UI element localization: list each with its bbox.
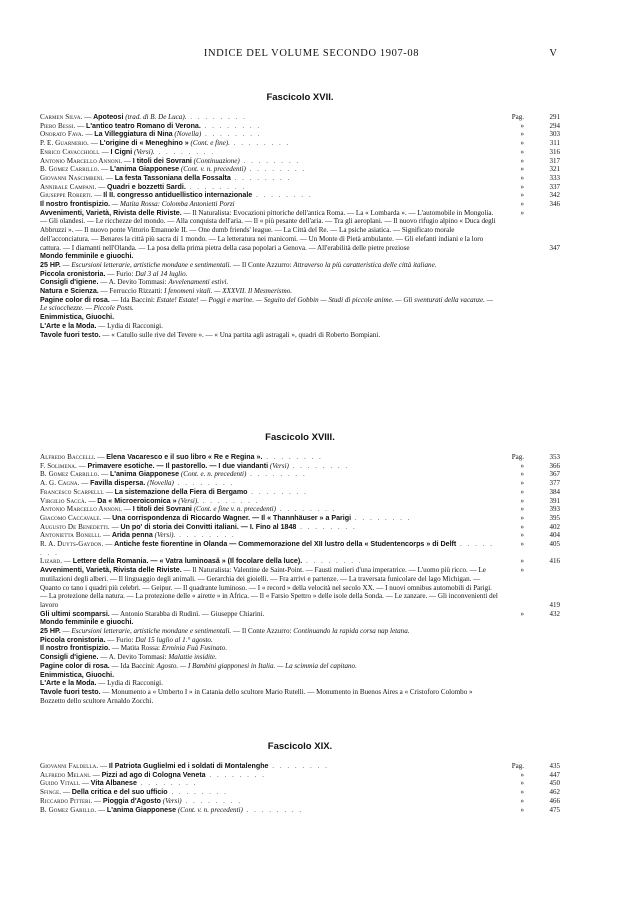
page-label: » — [520, 557, 524, 566]
toc-entry: Alfredo Melani. — Pizzi ad ago di Cologna Veneta . . . . . . . . » 447 — [40, 770, 560, 779]
entry-title: Quadri e bozzetti Sardi. — [106, 182, 186, 191]
block-description: Avvelenamenti estivi. — [168, 278, 229, 287]
entry-note: (Versi) — [269, 461, 289, 470]
section-fascicolo-xix — [40, 741, 560, 814]
toc-entry: Virgilio Saccà. — Da « Microeroicomica » (Versi). . . . . . . . . » 391 — [40, 496, 560, 505]
entry-title: L'antico teatro Romano di Verona. — [86, 121, 201, 130]
block-description: Escursioni letterarie, artistiche mondane e sentimentali. — [71, 260, 232, 269]
page-label: Pag. — [511, 453, 524, 461]
page-number: 377 — [549, 479, 560, 488]
dot-leader: . . . . . . . . — [252, 191, 313, 200]
entry-title: Della critica e del suo ufficio — [71, 788, 168, 797]
dot-leader: . . . . . . . . — [136, 779, 198, 788]
entry-note: (Cont. e. n. precedenti) — [180, 470, 247, 479]
entry-title: Apoteosi — [93, 113, 124, 121]
dot-leader: . . . . . . . . — [229, 139, 291, 148]
entry-title: Lettere della Romania. — « Vatra luminoasă » (Il focolare della luce). — [72, 557, 303, 566]
dot-leader: . . . . . . . . — [246, 470, 307, 479]
block-text: — Furio: — [105, 635, 136, 644]
entry-author: B. Gomez Carrillo. — [40, 470, 100, 479]
entry-title: L'anima Giapponese — [109, 470, 180, 479]
entry-note: (Versi). — [178, 496, 199, 505]
block-label: L'Arte e la Moda. — [40, 321, 97, 330]
dot-leader: . . . . . . . . — [185, 182, 247, 191]
page-number: 342 — [549, 191, 560, 200]
entry-author: Francesco Scarpelli. — [40, 487, 104, 496]
toc-block — [40, 566, 560, 610]
entry-note: (Cont. v. n. precedenti) — [180, 165, 246, 174]
page-label: » — [520, 540, 524, 549]
entry-author: P. E. Guarnerio. — [40, 139, 89, 148]
toc-block — [40, 270, 560, 279]
page-label: » — [520, 200, 524, 209]
block-description-2: Attraverso la più caratteristica delle città italiane. — [293, 260, 437, 269]
block-description: Agosto. — I Bambini giapponesi in Italia. — La scimmia del capitano. — [156, 661, 357, 670]
toc-block — [40, 278, 560, 287]
running-head — [0, 48, 623, 62]
toc-block — [40, 313, 560, 322]
page-label: » — [520, 522, 524, 531]
block-text-2: — Il Conte Azzurro: — [231, 260, 294, 269]
dot-leader: . . . . . . . . — [154, 147, 216, 156]
section-title: Fascicolo XIX. — [267, 741, 333, 752]
toc-entry: Francesco Scarpelli. — La sistemazione della Fiera di Bergamo . . . . . . . . » 384 — [40, 487, 560, 496]
entry-title: L'origine di « Meneghino » — [99, 139, 189, 148]
dot-leader: . . . . . . . . — [268, 762, 329, 770]
toc-entry: B. Gomez Carrillo. — L'anima Giapponese (Cont. v. n. precedenti) . . . . . . . . » 321 — [40, 165, 560, 174]
toc-entry: Alfredo Baccelli. — Elena Vacaresco e il suo libro « Re e Regina ». . . . . . . . . Pag. 353 — [40, 453, 560, 461]
entry-note: (Cont. e fine v. n. precedenti) — [193, 505, 277, 514]
dot-leader: . . . . . . . . — [296, 522, 357, 531]
block-label: 25 HP. — [40, 260, 61, 269]
toc-entry: B. Gomez Garillo. — L'anima Giapponese (Cont. v. n. precedenti) . . . . . . . . » 475 — [40, 805, 560, 814]
toc-entry: Lizard. — Lettere della Romania. — « Vatra luminoasă » (Il focolare della luce). . . . . . . . . » 416 — [40, 557, 560, 566]
entry-title: La Villeggiatura di Nina — [94, 130, 173, 139]
block-text: — Lydia di Racconigi. — [96, 679, 163, 688]
block-label: Mondo femminile e giuochi. — [40, 252, 134, 261]
toc-block — [40, 636, 560, 645]
block-text: — Matita Rossa: — [110, 644, 162, 653]
page-number: 367 — [549, 470, 560, 479]
page-label: » — [520, 609, 524, 618]
dot-leader: . . . . . . . . — [167, 788, 228, 797]
dot-leader: . . . . . . . . — [245, 165, 307, 174]
toc-entry: Piero Bessi. — L'antico teatro Romano di Verona. . . . . . . . . » 294 — [40, 121, 560, 130]
toc-block — [40, 287, 560, 296]
entry-author: A. G. Cagna. — [40, 479, 80, 488]
dot-leader: . . . . . . . . — [288, 461, 350, 470]
page-label: » — [520, 470, 524, 479]
toc-block — [40, 200, 560, 209]
entry-title: Vita Albanese — [90, 779, 137, 788]
page-label: » — [520, 479, 524, 488]
block-label: Tavole fuori testo. — [40, 687, 101, 696]
toc-block — [40, 679, 560, 688]
dot-leader: . . . . . . . . — [302, 557, 363, 566]
block-text: — A. Devito Tommasi: — [98, 653, 169, 662]
entry-author: Alfredo Melani. — [40, 770, 91, 779]
toc-entry: Giovanni Nascimbeni. — La festa Tassoniana della Fossalta . . . . . . . . » 333 — [40, 173, 560, 182]
entry-author: Lizard. — [40, 557, 63, 566]
block-label: Gli ultimi scomparsi. — [40, 609, 110, 618]
toc-block — [40, 644, 560, 653]
page-number: 416 — [549, 557, 560, 566]
block-label: Mondo femminile e giuochi. — [40, 618, 134, 627]
entry-author: B. Gomez Carrillo. — [40, 165, 100, 174]
page-number: 333 — [549, 173, 560, 182]
page-number: 347 — [549, 243, 560, 252]
toc-entry: Antonietta Bonelli. — Arida penna (Versi). . . . . . . . . » 404 — [40, 531, 560, 540]
block-text: — Lydia di Racconigi. — [96, 321, 163, 330]
block-label: Consigli d'igiene. — [40, 278, 99, 287]
page-label: » — [520, 796, 524, 805]
section-title: Fascicolo XVII. — [266, 92, 334, 103]
page-label: » — [520, 139, 524, 148]
entry-title: La sistemazione della Fiera di Bergamo — [114, 487, 248, 496]
entry-note: (Continuazione) — [193, 156, 240, 165]
section-title: Fascicolo XVIII. — [265, 432, 335, 443]
toc-entry: Riccardo Pitteri. — Pioggia d'Agosto (Versi) . . . . . . . . » 466 — [40, 796, 560, 805]
entry-title: Elena Vacaresco e il suo libro « Re e Regina ». — [106, 453, 263, 461]
page-label: » — [520, 770, 524, 779]
block-description: Dal 15 luglio al 1.° agosto. — [135, 635, 213, 644]
dot-leader: . . . . . . . . — [262, 453, 323, 461]
entry-author: Guido Vitali. — [40, 779, 81, 788]
toc-block — [40, 261, 560, 270]
dot-leader: . . . . . . . . — [198, 496, 260, 505]
entry-note: (Versi). — [154, 531, 176, 540]
block-label: 25 HP. — [40, 627, 61, 636]
toc-entry: Giovanni Faldella. — Il Patriota Guglielmi ed i soldati di Montalenghe . . . . . . . . Pag. 435 — [40, 762, 560, 770]
dot-leader: . . . . . . . . — [173, 479, 235, 488]
entry-note: (Versi) — [162, 796, 182, 805]
page-number: 466 — [549, 796, 560, 805]
dot-leader: . . . . . . . . — [205, 770, 266, 779]
page-number: 353 — [549, 453, 560, 461]
section-fascicolo-xviii — [40, 432, 560, 705]
block-description: Estate! Estate! — Poggi e marine. — Seguito del Gobbin — Studi di piccole anime. — Gli sventurati della vacanze. — Le sciocchezze. — Piccole Posts. — [40, 295, 493, 313]
block-text: — Ida Baccini: — [109, 661, 157, 670]
toc-entry: Giuseppe Roberti. — Il II. congresso antiduellistico internazionale . . . . . . . . » 342 — [40, 191, 560, 200]
entry-author: Antonietta Bonelli. — [40, 531, 102, 540]
block-label: Pagine color di rosa. — [40, 295, 110, 304]
page-label: » — [520, 173, 524, 182]
page-label: » — [520, 147, 524, 156]
dot-leader: . . . . . . . . — [230, 173, 292, 182]
entry-title: Arida penna — [111, 531, 153, 540]
page-number: 450 — [549, 779, 560, 788]
toc-block — [40, 331, 560, 340]
entry-title: L'anima Giapponese — [109, 165, 180, 174]
toc-block — [40, 688, 560, 705]
block-description: Escursioni letterarie, artistiche mondane e sentimentali. — [71, 627, 232, 636]
toc-entry: Annibale Campani. — Quadri e bozzetti Sardi. . . . . . . . . » 337 — [40, 182, 560, 191]
entry-note: (Novella) — [174, 130, 202, 139]
toc-block — [40, 610, 560, 619]
page-number: 475 — [549, 805, 560, 814]
page-number: 337 — [549, 182, 560, 191]
page-label: Pag. — [511, 113, 524, 121]
page-number: 395 — [549, 513, 560, 522]
page-label: » — [520, 121, 524, 130]
page-number: 402 — [549, 522, 560, 531]
toc-block — [40, 671, 560, 680]
page-label: » — [520, 566, 524, 575]
toc-entry: F. Solimena. — Primavere esotiche. — Il pastorello. — I due viandanti (Versi) . . . . . . . . » 366 — [40, 461, 560, 470]
page-number: 462 — [549, 788, 560, 797]
entry-author: Annibale Campani. — [40, 182, 97, 191]
dot-leader: . . . . . . . . — [239, 156, 301, 165]
entry-author: Giuseppe Roberti. — [40, 191, 93, 200]
page-number: 419 — [549, 600, 560, 609]
toc-entry: Antonio Marcello Annoni. — I titoli dei Sovrani (Continuazione) . . . . . . . . » 317 — [40, 156, 560, 165]
page-label: » — [520, 208, 524, 217]
page-number: 316 — [549, 147, 560, 156]
block-text: — — [60, 260, 72, 269]
running-head-title: INDICE DEL VOLUME SECONDO 1907-08 — [203, 48, 420, 59]
toc-block — [40, 209, 560, 253]
block-label: Il nostro frontispizio. — [40, 200, 111, 209]
block-label: Avvenimenti, Varietà, Rivista delle Riviste. — [40, 566, 182, 575]
toc-block — [40, 653, 560, 662]
toc-entry: Carmen Silva. — Apoteosi (trad. di B. De Luca). . . . . . . . . Pag. 291 — [40, 113, 560, 121]
entry-title: Da « Microeroicomica » — [97, 496, 177, 505]
block-description: Malattie insidite. — [168, 653, 217, 662]
block-label: Pagine color di rosa. — [40, 661, 110, 670]
entry-title: Primavere esotiche. — Il pastorello. — I due viandanti — [87, 461, 269, 470]
page-label: » — [520, 788, 524, 797]
toc-entry: Augusto De Benedetti. — Un po' di storia dei Convitti italiani. — I. Fino al 1848 . . . . . . . . » 402 — [40, 522, 560, 531]
dot-leader: . . . . . . . . — [181, 796, 243, 805]
entry-title: I titoli dei Sovrani — [132, 156, 192, 165]
page-number: 391 — [549, 496, 560, 505]
entry-author: Enrico Cavacchioli. — [40, 147, 100, 156]
entry-author: Riccardo Pitteri. — [40, 796, 93, 805]
entry-title: Favilla dispersa. — [90, 479, 146, 488]
block-label: Natura e Scienza. — [40, 287, 99, 296]
block-text: — Il Naturalista: Evocazioni pittoriche dell'antica Roma. — La « Lombarda ». — L'automobile in Mongolia. — Gli olandesi. — Le ricchezze del mondo. — Alla conquista dell'aria. — Il « più pesante dell'aria. — Tra gli aeroplani. — Il nuovo rifugio alpino « Duca degli Abbruzzi ». — Il nuovo ponte Vittorio Emanuele II. — One dumb friends' league. — La Città del Re. — La psiche asiatica. — Significato morale dell'acconciatura. — Benares la città più sacra di 1 mondo. — La letteratura nei manicomi. — Un Monte di Pietà ambulante. — Gli elefanti indiani e la loro cattura. — I diamanti nell'Olanda. — La posa della prima pietra della casa popolari a Genova. — All'erabilità delle pietre preziose — [40, 208, 496, 252]
dot-leader: . . . . . . . . — [200, 121, 262, 130]
page-number: 366 — [549, 461, 560, 470]
page-label: » — [520, 156, 524, 165]
block-text: — Ferruccio Rizzatti: — [98, 287, 165, 296]
entry-title: Pioggia d'Agosto — [102, 796, 161, 805]
toc-entry: R. A. Duyts-Gaydon. — Antiche feste fiorentine in Olanda — Commemorazione del XII lustro della « Studentencorps » di Delft . . . . . . . . » 405 — [40, 540, 560, 557]
page-label: » — [520, 191, 524, 200]
toc-entry: Antonio Marcello Annoni. — I titoli dei Sovrani (Cont. e fine v. n. precedenti) . . . . . . . . » 393 — [40, 505, 560, 514]
entry-title: I Cigni — [110, 147, 133, 156]
block-text-2: — Il Conte Azzurro: — [231, 627, 294, 636]
entry-author: Piero Bessi. — [40, 121, 76, 130]
page-number: 393 — [549, 505, 560, 514]
page-number: 321 — [549, 165, 560, 174]
entry-title: Un po' di storia dei Convitti italiani. — I. Fino al 1848 — [120, 522, 297, 531]
block-description: — Matita Rossa: Colomba Antonietti Porzi — [110, 200, 235, 209]
entry-title: Una corrispondenza di Riccardo Wagner. — Il « Thannhäuser » a Parigi — [112, 513, 352, 522]
block-label: Enimmistica, Giuochi. — [40, 670, 115, 679]
entry-title: Il Patriota Guglielmi ed i soldati di Montalenghe — [108, 762, 269, 770]
page-number: 384 — [549, 487, 560, 496]
page-number: 405 — [549, 540, 560, 549]
page-label: » — [520, 461, 524, 470]
toc-block — [40, 252, 560, 261]
block-text: — A. Devito Tommasi: — [98, 278, 169, 287]
toc-entry: Giacomo Caccavale. — Una corrispondenza di Riccardo Wagner. — Il « Thannhäuser » a Parigi . . . . . . . . » 395 — [40, 513, 560, 522]
entry-author: F. Solimena. — [40, 461, 77, 470]
entry-title: Antiche feste fiorentine in Olanda — Commemorazione del XII lustro della « Studentencorps » di Delft — [114, 540, 457, 549]
block-description: Dal 3 al 14 luglio. — [135, 269, 188, 278]
entry-author: Giovanni Faldella. — [40, 762, 99, 770]
entry-author: Virgilio Saccà. — [40, 496, 87, 505]
entry-author: R. A. Duyts-Gaydon. — [40, 540, 104, 549]
block-description: Erminia Fuà Fusinato. — [161, 644, 228, 653]
toc-entry: B. Gomez Carrillo. — L'anima Giapponese (Cont. e. n. precedenti) . . . . . . . . » 367 — [40, 470, 560, 479]
block-label: Piccola cronistoria. — [40, 269, 106, 278]
page-number: 317 — [549, 156, 560, 165]
page-label: » — [520, 165, 524, 174]
entry-author: Antonio Marcello Annoni. — [40, 505, 123, 514]
dot-leader: . . . . . . . . — [242, 805, 304, 814]
toc-entry: Guido Vitali. — Vita Albanese . . . . . . . . » 450 — [40, 779, 560, 788]
toc-entry: Sfinge. — Della critica e del suo ufficio . . . . . . . . » 462 — [40, 788, 560, 797]
page-label: » — [520, 496, 524, 505]
block-label: Il nostro frontispizio. — [40, 644, 111, 653]
entry-author: Augusto De Benedetti. — [40, 522, 110, 531]
entry-title: L'anima Giapponese — [106, 805, 177, 814]
page-number: 311 — [549, 139, 560, 148]
entry-note: (trad. di B. De Luca). — [125, 113, 187, 121]
dot-leader: . . . . . . . . — [175, 531, 236, 540]
block-description-2: Continuando la rapida corsa nap letana. — [293, 627, 410, 636]
entry-title: La festa Tassoniana della Fossalta — [114, 173, 231, 182]
toc-entry: Enrico Cavacchioli. — I Cigni (Versi). . . . . . . . . » 316 — [40, 147, 560, 156]
entry-author: Alfredo Baccelli. — [40, 453, 96, 461]
entry-author: Onorato Fava. — [40, 130, 84, 139]
toc-entry: P. E. Guarnerio. — L'origine di « Meneghino » (Cont. e fine). . . . . . . . . » 311 — [40, 139, 560, 148]
entry-author: B. Gomez Garillo. — [40, 805, 97, 814]
page-label: » — [520, 487, 524, 496]
toc-block — [40, 627, 560, 636]
page-label: » — [520, 779, 524, 788]
block-label: Enimmistica, Giuochi. — [40, 313, 115, 322]
toc-entry: A. G. Cagna. — Favilla dispersa. (Novella) . . . . . . . . » 377 — [40, 479, 560, 488]
page-number: 432 — [549, 609, 560, 618]
block-text: — Antonio Starabba di Rudinì. — Giuseppe Chiarini. — [109, 609, 265, 618]
block-label: Piccola cronistoria. — [40, 635, 106, 644]
entry-note: (Versi). — [134, 147, 155, 156]
block-text: — « Catullo sulle rive del Tevere ». — « Una partita agli astragali », quadri di Roberto Bompiani. — [100, 330, 381, 339]
page-number: 346 — [549, 200, 560, 209]
page-number: 404 — [549, 531, 560, 540]
toc-entry: Onorato Fava. — La Villeggiatura di Nina (Novella) . . . . . . . . » 303 — [40, 130, 560, 139]
page-label: » — [520, 531, 524, 540]
block-label: L'Arte e la Moda. — [40, 679, 97, 688]
toc-block — [40, 322, 560, 331]
page-number: 294 — [549, 121, 560, 130]
page-number: 291 — [549, 113, 560, 121]
entry-author: Giacomo Caccavale. — [40, 513, 102, 522]
entry-author: Carmen Silva. — [40, 113, 83, 121]
entry-author: Antonio Marcello Annoni. — [40, 156, 123, 165]
entry-note: (Cont. v. n. precedenti) — [177, 805, 243, 814]
page-label: Pag. — [511, 762, 524, 770]
dot-leader: . . . . . . . . — [201, 130, 262, 139]
block-text: — — [60, 627, 72, 636]
entry-title: I titoli dei Sovrani — [132, 505, 192, 514]
dot-leader: . . . . . . . . — [276, 505, 337, 514]
entry-author: Giovanni Nascimbeni. — [40, 173, 105, 182]
page-number: 447 — [549, 770, 560, 779]
page-number: 303 — [549, 130, 560, 139]
dot-leader: . . . . . . . . — [186, 113, 247, 121]
page-label: » — [520, 805, 524, 814]
block-label: Consigli d'igiene. — [40, 653, 99, 662]
page-number-letter: V — [549, 48, 557, 59]
dot-leader: . . . . . . . . — [247, 487, 308, 496]
page-label: » — [520, 505, 524, 514]
entry-note: (Novella) — [147, 479, 174, 488]
block-label: Avvenimenti, Varietà, Rivista delle Riviste. — [40, 208, 182, 217]
toc-block — [40, 618, 560, 627]
block-text: — Furio: — [105, 269, 136, 278]
page-label: » — [520, 513, 524, 522]
page-label: » — [520, 182, 524, 191]
dot-leader: . . . . . . . . — [40, 540, 495, 557]
entry-note: (Cont. e fine). — [190, 139, 230, 148]
entry-author: Sfinge. — [40, 788, 62, 797]
entry-title: Il II. congresso antiduellistico internazionale — [103, 191, 253, 200]
dot-leader: . . . . . . . . — [351, 513, 412, 522]
page-label: » — [520, 130, 524, 139]
block-text: — Ida Baccini: — [109, 295, 157, 304]
entry-title: Pizzi ad ago di Cologna Veneta — [101, 770, 206, 779]
block-label: Tavole fuori testo. — [40, 330, 101, 339]
toc-block — [40, 662, 560, 671]
section-fascicolo-xvii — [40, 92, 560, 339]
block-text: — Il Naturalista: Valentine de Saint-Point. — Fausti mulieri d'una imperatrice. — L'uomo più ricco. — Le mutilazioni degli alberi. — Il linguaggio degli animali. — Gerarchia dei gioielli. — Fra arrivi e partenze. — La traversata funicolare del lago Michigan. — Quanto co tano i quadri più celebri. — Geipur. — Il quadrante luminoso. — I « record » della velocità nel secolo XX. — I nuovi omnibus automobili di Parigi. — La protezione della natura. — La protezione delle « airette » in Africa. — Il « Farsio Spettro » delle isole della Sonda. — Le zanzare. — Gli inconvenienti del lavoro — [40, 566, 498, 609]
toc-block — [40, 296, 560, 313]
block-description: I fenomeni vitali. — XXXVII. Il Mesmerismo. — [164, 287, 293, 296]
page-number: 435 — [549, 762, 560, 770]
block-text: — Monumento a « Umberto I » in Catania dello scultore Mario Rutelli. — Monumento in Buenos Aires a « Cristoforo Colombo » Bozzetto dello scultore Arnaldo Zocchi. — [40, 687, 473, 705]
